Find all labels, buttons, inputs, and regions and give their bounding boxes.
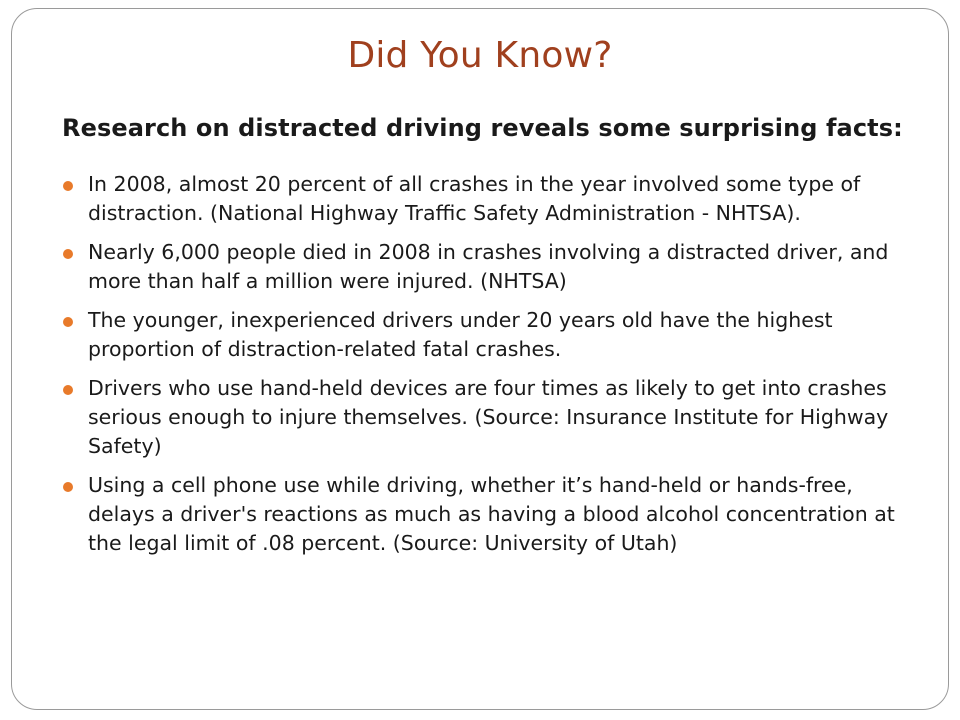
bullet-text: Nearly 6,000 people died in 2008 in crashes involving a distracted driver, and more than half a million were injured. (NHTSA): [88, 240, 889, 293]
bullet-item: [60, 170, 920, 228]
bullet-text: Drivers who use hand-held devices are four times as likely to get into crashes serious enough to injure themselves. (Source: Insurance Institute for Highway Safety): [88, 376, 889, 458]
bullet-list: [60, 170, 920, 568]
bullet-text: In 2008, almost 20 percent of all crashes in the year involved some type of distraction. (National Highway Traffic Safety Administration - NHTSA).: [88, 172, 861, 225]
bullet-dot-icon: [63, 317, 73, 327]
bullet-item: [60, 238, 920, 296]
bullet-item: [60, 374, 920, 461]
bullet-item: [60, 306, 920, 364]
bullet-dot-icon: [63, 181, 73, 191]
bullet-text: Using a cell phone use while driving, whether it’s hand-held or hands-free, delays a driver's reactions as much as having a blood alcohol concentration at the legal limit of .08 percent. (Source: University of Utah): [88, 473, 895, 555]
slide-subtitle: Research on distracted driving reveals some surprising facts:: [62, 114, 903, 142]
bullet-dot-icon: [63, 249, 73, 259]
bullet-item: [60, 471, 920, 558]
slide-title: Did You Know?: [347, 35, 613, 76]
bullet-dot-icon: [63, 482, 73, 492]
bullet-dot-icon: [63, 385, 73, 395]
bullet-text: The younger, inexperienced drivers under 20 years old have the highest proportion of distraction-related fatal crashes.: [88, 308, 833, 361]
